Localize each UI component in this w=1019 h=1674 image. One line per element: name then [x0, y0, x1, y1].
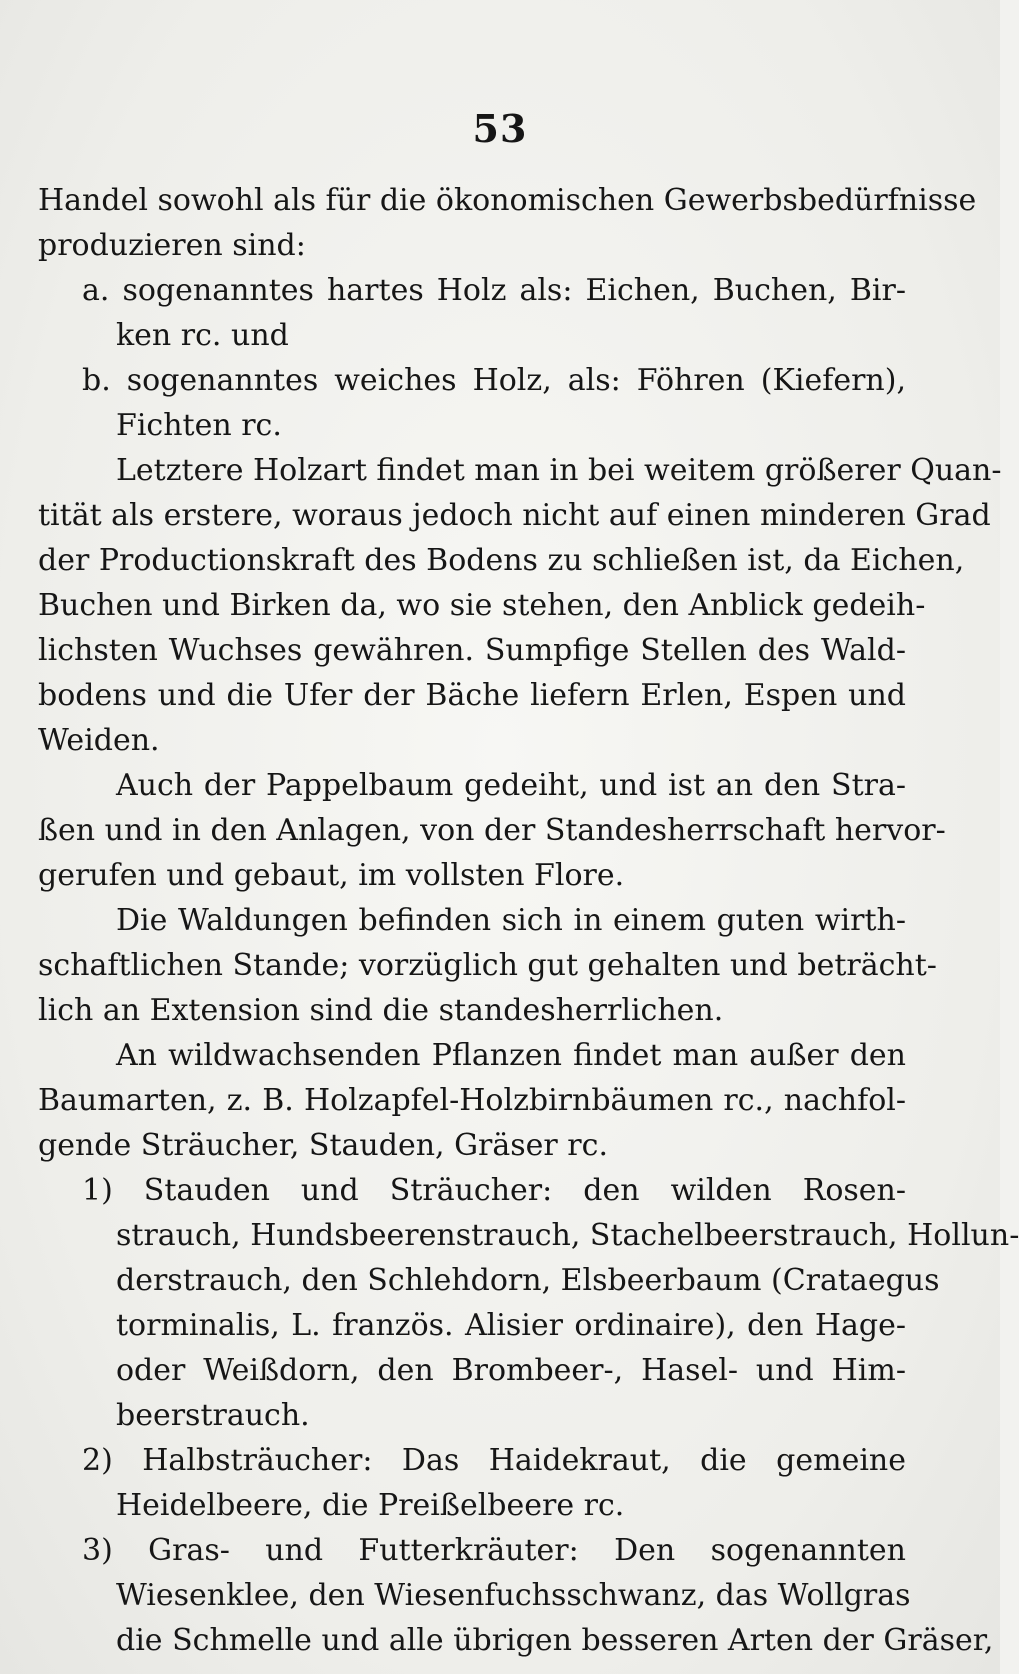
- text-line: torminalis, L. französ. Alisier ordinaire), den Hage-: [116, 1308, 906, 1343]
- text-line: Auch der Pappelbaum gedeiht, und ist an den Stra-: [116, 768, 906, 803]
- text-line: Baumarten, z. B. Holzapfel-Holzbirnbäumen rc., nachfol-: [38, 1083, 906, 1118]
- text-line: a. sogenanntes hartes Holz als: Eichen, Buchen, Bir-: [82, 273, 906, 308]
- text-line: Heidelbeere, die Preißelbeere rc.: [116, 1488, 625, 1523]
- text-line: ken rc. und: [116, 318, 289, 353]
- text-line: Handel sowohl als für die ökonomischen Gewerbsbedürfnisse: [38, 183, 977, 218]
- text-line: 1) Stauden und Sträucher: den wilden Rosen-: [82, 1173, 906, 1208]
- text-line: lich an Extension sind die standesherrlichen.: [38, 993, 724, 1028]
- text-line: 2) Halbsträucher: Das Haidekraut, die gemeine: [82, 1443, 906, 1478]
- body-text: [38, 178, 1019, 1663]
- text-line: Buchen und Birken da, wo sie stehen, den Anblick gedeih-: [38, 588, 926, 623]
- text-line: gende Sträucher, Stauden, Gräser rc.: [38, 1128, 608, 1163]
- text-line: strauch, Hundsbeerenstrauch, Stachelbeerstrauch, Hollun-: [116, 1218, 1019, 1253]
- page-number: 53: [472, 106, 528, 151]
- text-line: schaftlichen Stande; vorzüglich gut gehalten und beträcht-: [38, 948, 937, 983]
- text-line: Weiden.: [38, 723, 160, 758]
- text-line: oder Weißdorn, den Brombeer-, Hasel- und Him-: [116, 1353, 906, 1388]
- text-line: bodens und die Ufer der Bäche liefern Erlen, Espen und: [38, 678, 906, 713]
- text-line: An wildwachsenden Pflanzen findet man außer den: [116, 1038, 906, 1073]
- text-line: Fichten rc.: [116, 408, 282, 443]
- text-line: b. sogenanntes weiches Holz, als: Föhren (Kiefern),: [82, 363, 906, 398]
- text-line: lichsten Wuchses gewähren. Sumpfige Stellen des Wald-: [38, 633, 906, 668]
- text-line: Die Waldungen befinden sich in einem guten wirth-: [116, 903, 906, 938]
- text-line: tität als erstere, woraus jedoch nicht auf einen minderen Grad: [38, 498, 991, 533]
- text-line: produzieren sind:: [38, 228, 306, 263]
- text-line: Wiesenklee, den Wiesenfuchsschwanz, das Wollgras: [116, 1578, 911, 1613]
- text-line: derstrauch, den Schlehdorn, Elsbeerbaum (Crataegus: [116, 1263, 940, 1298]
- text-line: ßen und in den Anlagen, von der Standesherrschaft hervor-: [38, 813, 946, 848]
- text-line: der Productionskraft des Bodens zu schließen ist, da Eichen,: [38, 543, 965, 578]
- text-line: 3) Gras- und Futterkräuter: Den sogenannten: [82, 1533, 906, 1568]
- text-line: die Schmelle und alle übrigen besseren Arten der Gräser,: [116, 1623, 994, 1658]
- text-line: beerstrauch.: [116, 1398, 310, 1433]
- text-line: gerufen und gebaut, im vollsten Flore.: [38, 858, 625, 893]
- text-line: Letztere Holzart findet man in bei weitem größerer Quan-: [116, 453, 1002, 488]
